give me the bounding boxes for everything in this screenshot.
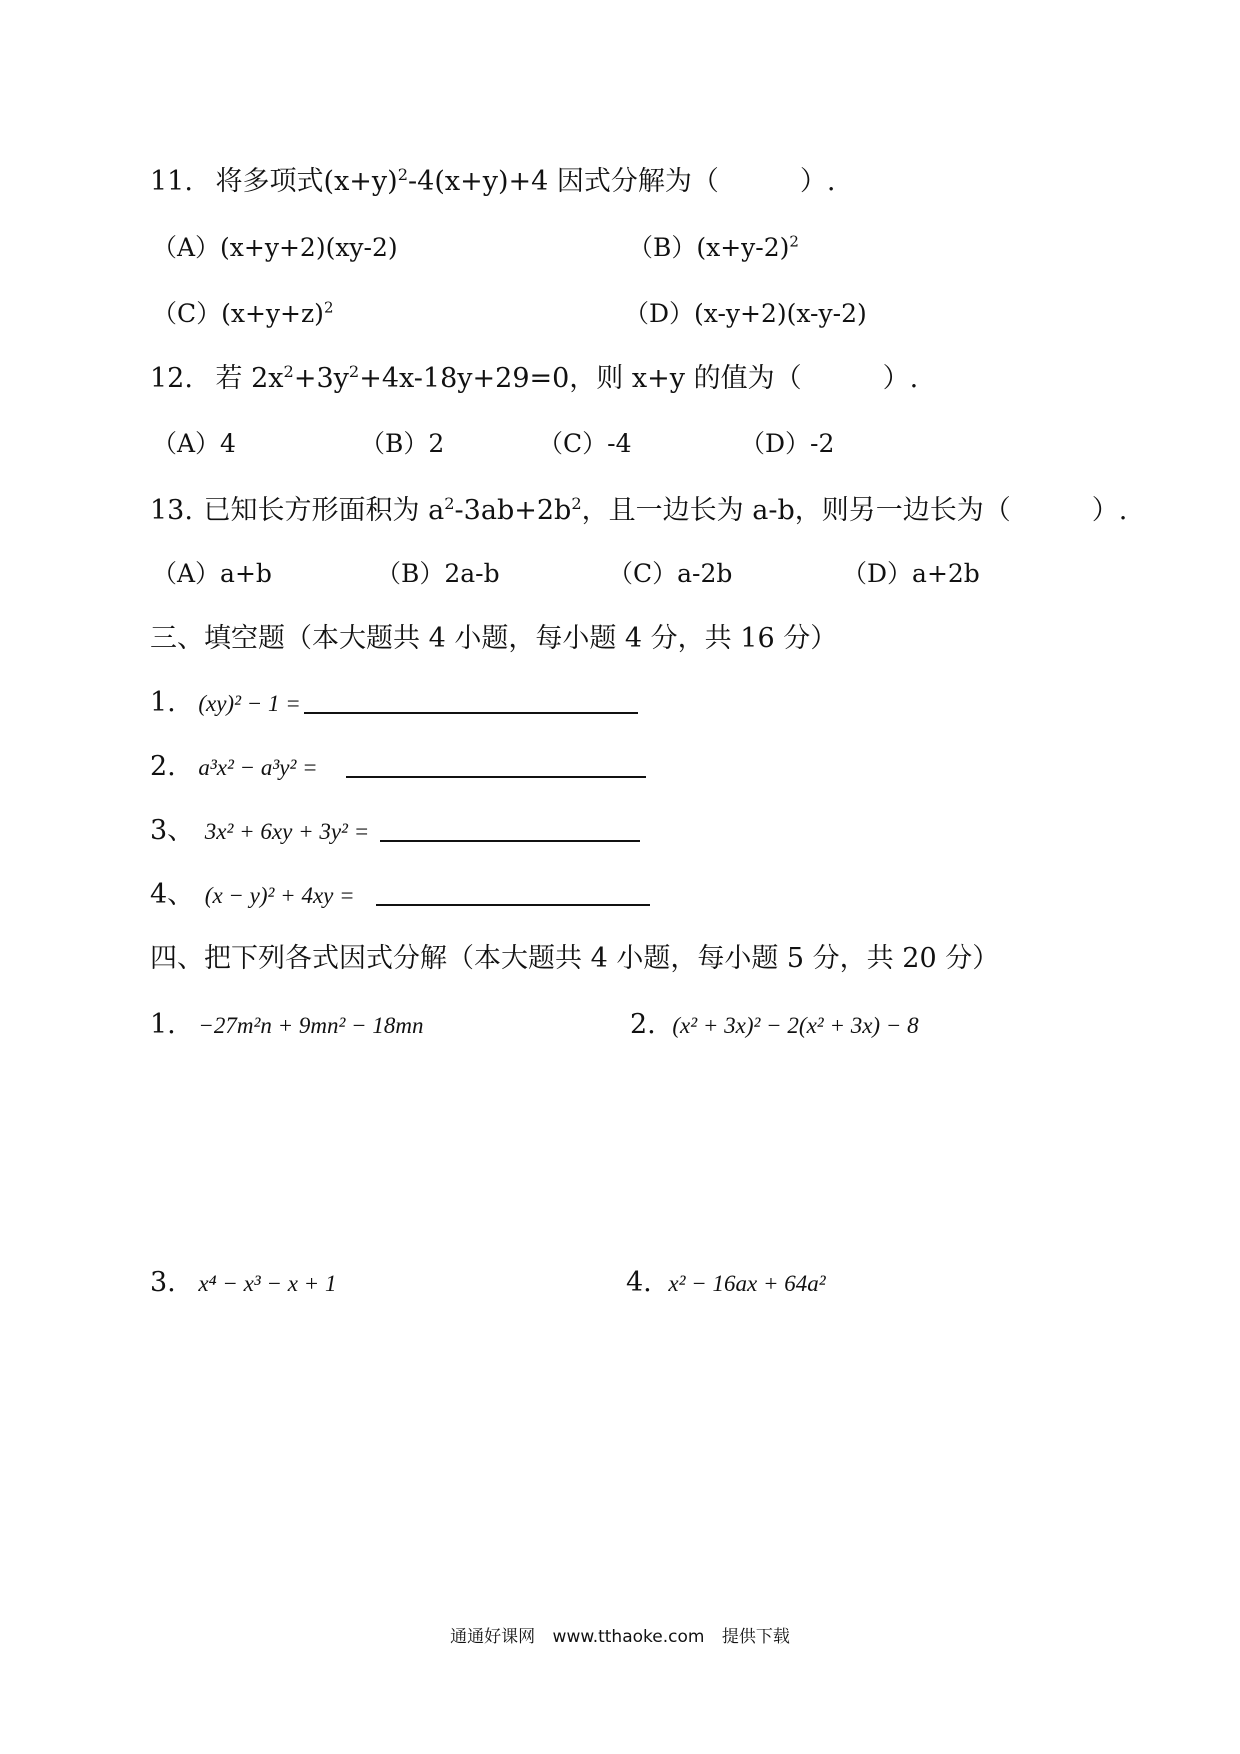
q11-option-c: $(C)(x+y+z)^2$ bbox=[152, 298, 334, 328]
item-number: 3. bbox=[150, 1267, 176, 1298]
question-stem: 将多项式$(x+y)^2-4(x+y)+4$ 因式分解为（ ）. bbox=[215, 165, 836, 197]
question-stem: 若 $2x^2+3y^2+4x-18y+29=0$，则 x+y 的值为（ ）. bbox=[215, 362, 919, 394]
q12-option-c: （C）-4 bbox=[538, 429, 632, 458]
q12-option-d: （D）-2 bbox=[740, 429, 835, 458]
footer-note: 提供下载 bbox=[721, 1627, 790, 1647]
factor-item-4 bbox=[626, 1266, 826, 1301]
q11-option-b: $(B)(x+y-2)^2$ bbox=[628, 232, 799, 262]
q13-option-a: （A）a+b bbox=[152, 559, 272, 588]
fill-item-2 bbox=[150, 750, 318, 785]
item-expression: 3x² + 6xy + 3y² = bbox=[204, 819, 370, 844]
item-number: 4. bbox=[626, 1267, 652, 1298]
factor-item-3 bbox=[150, 1266, 336, 1301]
section-4-title: 四、把下列各式因式分解（本大题共 4 小题，每小题 5 分，共 20 分） bbox=[150, 943, 1000, 974]
question-11 bbox=[150, 165, 835, 199]
item-number: 3、 bbox=[150, 815, 195, 846]
question-number: 11. bbox=[150, 166, 193, 197]
q13-option-b: （B）2a-b bbox=[376, 559, 500, 588]
item-expression: (xy)² − 1 = bbox=[198, 691, 301, 716]
item-expression: (x² + 3x)² − 2(x² + 3x) − 8 bbox=[672, 1013, 919, 1038]
item-expression: x² − 16ax + 64a² bbox=[668, 1271, 826, 1296]
q12-option-a: （A）4 bbox=[152, 429, 236, 458]
question-stem: 已知长方形面积为 $a^2-3ab+2b^2$，且一边长为 a-b，则另一边长为（ ）. bbox=[203, 494, 1128, 526]
q11-option-d: （D）(x-y+2)(x-y-2) bbox=[624, 299, 867, 328]
question-number: 12. bbox=[150, 363, 193, 394]
fill-item-3 bbox=[150, 814, 369, 849]
answer-blank-1[interactable] bbox=[304, 712, 638, 714]
q11-option-a: （A）(x+y+2)(xy-2) bbox=[152, 233, 398, 262]
item-expression: −27m²n + 9mn² − 18mn bbox=[198, 1013, 424, 1038]
q13-option-c: （C）a-2b bbox=[608, 559, 733, 588]
footer-site-name: 通通好课网 bbox=[450, 1627, 536, 1647]
answer-blank-4[interactable] bbox=[376, 904, 650, 906]
answer-blank-3[interactable] bbox=[380, 840, 640, 842]
item-number: 1. bbox=[150, 1009, 176, 1040]
factor-item-2 bbox=[630, 1008, 919, 1043]
fill-item-4 bbox=[150, 878, 355, 913]
question-number: 13. bbox=[150, 495, 193, 526]
question-12 bbox=[150, 362, 918, 396]
item-number: 4、 bbox=[150, 879, 195, 910]
item-expression: x⁴ − x³ − x + 1 bbox=[198, 1271, 337, 1296]
item-expression: (x − y)² + 4xy = bbox=[204, 883, 355, 908]
answer-blank-2[interactable] bbox=[346, 776, 646, 778]
page-footer bbox=[0, 1622, 1240, 1647]
q12-option-b: （B）2 bbox=[360, 429, 445, 458]
section-3-title: 三、填空题（本大题共 4 小题，每小题 4 分，共 16 分） bbox=[150, 623, 838, 654]
factor-item-1 bbox=[150, 1008, 424, 1043]
item-number: 1. bbox=[150, 687, 176, 718]
q13-option-d: （D）a+2b bbox=[842, 559, 980, 588]
item-number: 2. bbox=[630, 1009, 656, 1040]
fill-item-1 bbox=[150, 686, 301, 721]
question-13 bbox=[150, 494, 1127, 528]
footer-url[interactable]: www.tthaoke.com bbox=[552, 1627, 705, 1647]
item-expression: a³x² − a³y² = bbox=[198, 755, 318, 780]
item-number: 2. bbox=[150, 751, 176, 782]
